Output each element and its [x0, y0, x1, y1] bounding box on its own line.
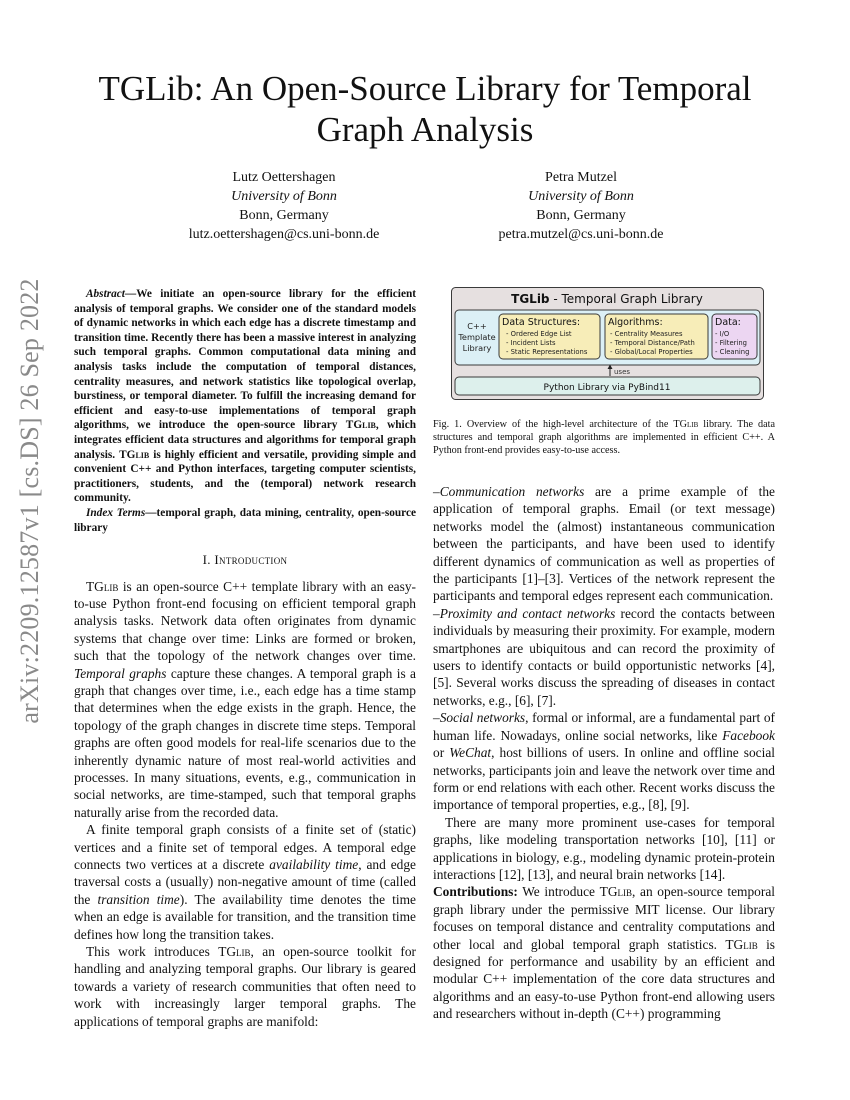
box-item: - Ordered Edge List — [506, 330, 572, 338]
paragraph: –Communication networks are a prime example of the application of temporal graphs. Email (or text message) networks model the (almost) instantaneous communication between the participants, and have been used to identify different dynamics of communication as well as properties of the participants [1]–[3]. Vertices of the network represent the participants and temporal edges represent each communication. — [433, 484, 775, 604]
index-terms-label: Index Terms — [86, 506, 146, 519]
cpp-label-line: Template — [458, 332, 496, 342]
library-name: TGlib — [599, 884, 632, 900]
author-email[interactable]: lutz.oettershagen@cs.uni-bonn.de — [188, 227, 380, 242]
paragraph: A finite temporal graph consists of a finite set of (static) vertices and a finite set of temporal edges. A temporal edge connects two vertices at a discrete availability time, and edge traversal costs a (usually) non-negative amount of time (called the transition time). The availability time denotes the time when an edge is available for transition, and the transition time defines how long the transition takes. — [74, 822, 416, 942]
box-item: - Cleaning — [715, 348, 750, 356]
paragraph: This work introduces TGlib, an open-source toolkit for handling and analyzing temporal graphs. Our library is geared towards a variety of research communities that often need to work with increasingly larger temporal graphs. The applications of temporal graphs are manifold: — [74, 944, 416, 1029]
author-location: Bonn, Germany — [239, 208, 329, 223]
box-item: - Centrality Measures — [610, 330, 683, 338]
library-name: TGlib — [673, 419, 699, 430]
author-location: Bonn, Germany — [536, 208, 626, 223]
library-name: TGlib — [86, 578, 119, 594]
right-column — [433, 483, 775, 1023]
author-block — [134, 168, 434, 244]
paragraph: –Social networks, formal or informal, are a fundamental part of human life. Nowadays, online social networks, like Facebook or WeChat, host billions of users. In online and offline social networks, participants join and leave the network over time and form or end relations with each other. Recent works discuss the importance of temporal properties, e.g., [8], [9]. — [433, 710, 776, 813]
python-library-label: Python Library via PyBind11 — [543, 383, 671, 393]
paragraph: There are many more prominent use-cases for temporal graphs, like modeling transportation networks [10], [11] or applications in biology, e.g., modeling dynamic protein-protein interactions [12], [13], and neural brain networks [14]. — [433, 814, 775, 882]
box-title: Data: — [715, 317, 741, 328]
author-name: Lutz Oettershagen — [232, 170, 336, 185]
cpp-label-line: Library — [462, 343, 492, 353]
cpp-label-line: C++ — [467, 321, 487, 331]
box-item: - Global/Local Properties — [610, 348, 693, 356]
arrow-label: uses — [614, 368, 631, 376]
box-item: - Static Representations — [506, 348, 588, 356]
section-heading: I. Introduction — [202, 552, 288, 568]
figure-header: TGLib - Temporal Graph Library — [511, 292, 703, 306]
contributions-label: Contributions: — [433, 884, 518, 900]
architecture-figure — [451, 287, 764, 400]
index-terms: Index Terms—temporal graph, data mining, centrality, open-source library — [74, 506, 416, 534]
author-block — [431, 168, 731, 244]
author-affiliation: University of Bonn — [231, 189, 337, 204]
paragraph: –Proximity and contact networks record the contacts between individuals by measuring their proximity. For example, modern smartphones are ubiquitous and can record the proximity of users to identify contacts or build opportunistic networks [4], [5]. Several works discuss the spreading of diseases in contact networks, e.g., [6], [7]. — [433, 605, 775, 708]
author-name: Petra Mutzel — [545, 170, 617, 185]
box-item: - I/O — [715, 330, 730, 338]
box-item: - Filtering — [715, 339, 747, 347]
paper-title: TGLib: An Open-Source Library for Temporal Graph Analysis — [98, 69, 752, 149]
author-email[interactable]: petra.mutzel@cs.uni-bonn.de — [498, 227, 664, 242]
library-name: TGlib — [725, 936, 758, 952]
paragraph: TGlib is an open-source C++ template library with an easy-to-use Python front-end focusing on efficient temporal graph analysis tasks. Network data often originates from dynamic systems that change over time: Links are formed or broken, such that the topology of the network changes over time. Temporal graphs capture these changes. A temporal graph is a graph that changes over time, i.e., each edge has a time stamp that determines when the edge exists in the graph. Hence, the topology of the graph changes in discrete time steps. Temporal graphs are often good models for real-life scenarios due to the inherently dynamic nature of most real-world activities and processes. In many situations, events, e.g., communication in social networks, are time-stamped, such that temporal graphs naturally arise from the recorded data. — [74, 578, 416, 820]
box-item: - Incident Lists — [506, 339, 556, 347]
left-column — [74, 287, 416, 1030]
box-title: Algorithms: — [608, 317, 663, 328]
library-name: TGlib — [345, 419, 376, 432]
arxiv-identifier: arXiv:2209.12587v1 [cs.DS] 26 Sep 2022 — [15, 278, 44, 724]
box-title: Data Structures: — [502, 317, 581, 328]
library-name: TGlib — [119, 448, 150, 461]
arxiv-side-stamp — [6, 278, 54, 724]
abstract-label: Abstract — [86, 288, 125, 300]
abstract: Abstract—We initiate an open-source library for the efficient analysis of temporal graphs. We consider one of the standard models of dynamic networks in which each edge has a discrete timestamp and transition time. Recently there has been a massive interest in analyzing such temporal graphs. Common computational data mining and analysis tasks include the computation of temporal distances, centrality measures, and network statistics like topological overlap, burstiness, or temporal diameter. To fulfill the increasing demand for efficient and easy-to-use implementations of temporal graph algorithms, we introduce the open-source library TGlib, which integrates efficient data structures and algorithms for temporal graph analysis. TGlib is highly efficient and versatile, providing simple and convenient C++ and Python interfaces, targeting computer scientists, practitioners, students, and the (temporal) network research community. — [74, 288, 416, 505]
author-affiliation: University of Bonn — [528, 189, 634, 204]
figure-caption: Fig. 1. Overview of the high-level architecture of the TGlib library. The data structures and temporal graph algorithms are implemented in efficient C++. A Python front-end provides easy-to-use access. — [433, 419, 775, 456]
library-name: TGlib — [218, 944, 251, 960]
paragraph: Contributions: We introduce TGlib, an open-source temporal graph library under the permissive MIT license. Our library focuses on temporal distance and centrality computations and other local and global temporal graph statistics. TGlib is designed for performance and usability by an efficient and modular C++ implementation of the core data structures and algorithms and an easy-to-use Python front-end allowing users and researchers without in-depth (C++) programming — [433, 884, 776, 1022]
box-item: - Temporal Distance/Path — [610, 339, 695, 347]
